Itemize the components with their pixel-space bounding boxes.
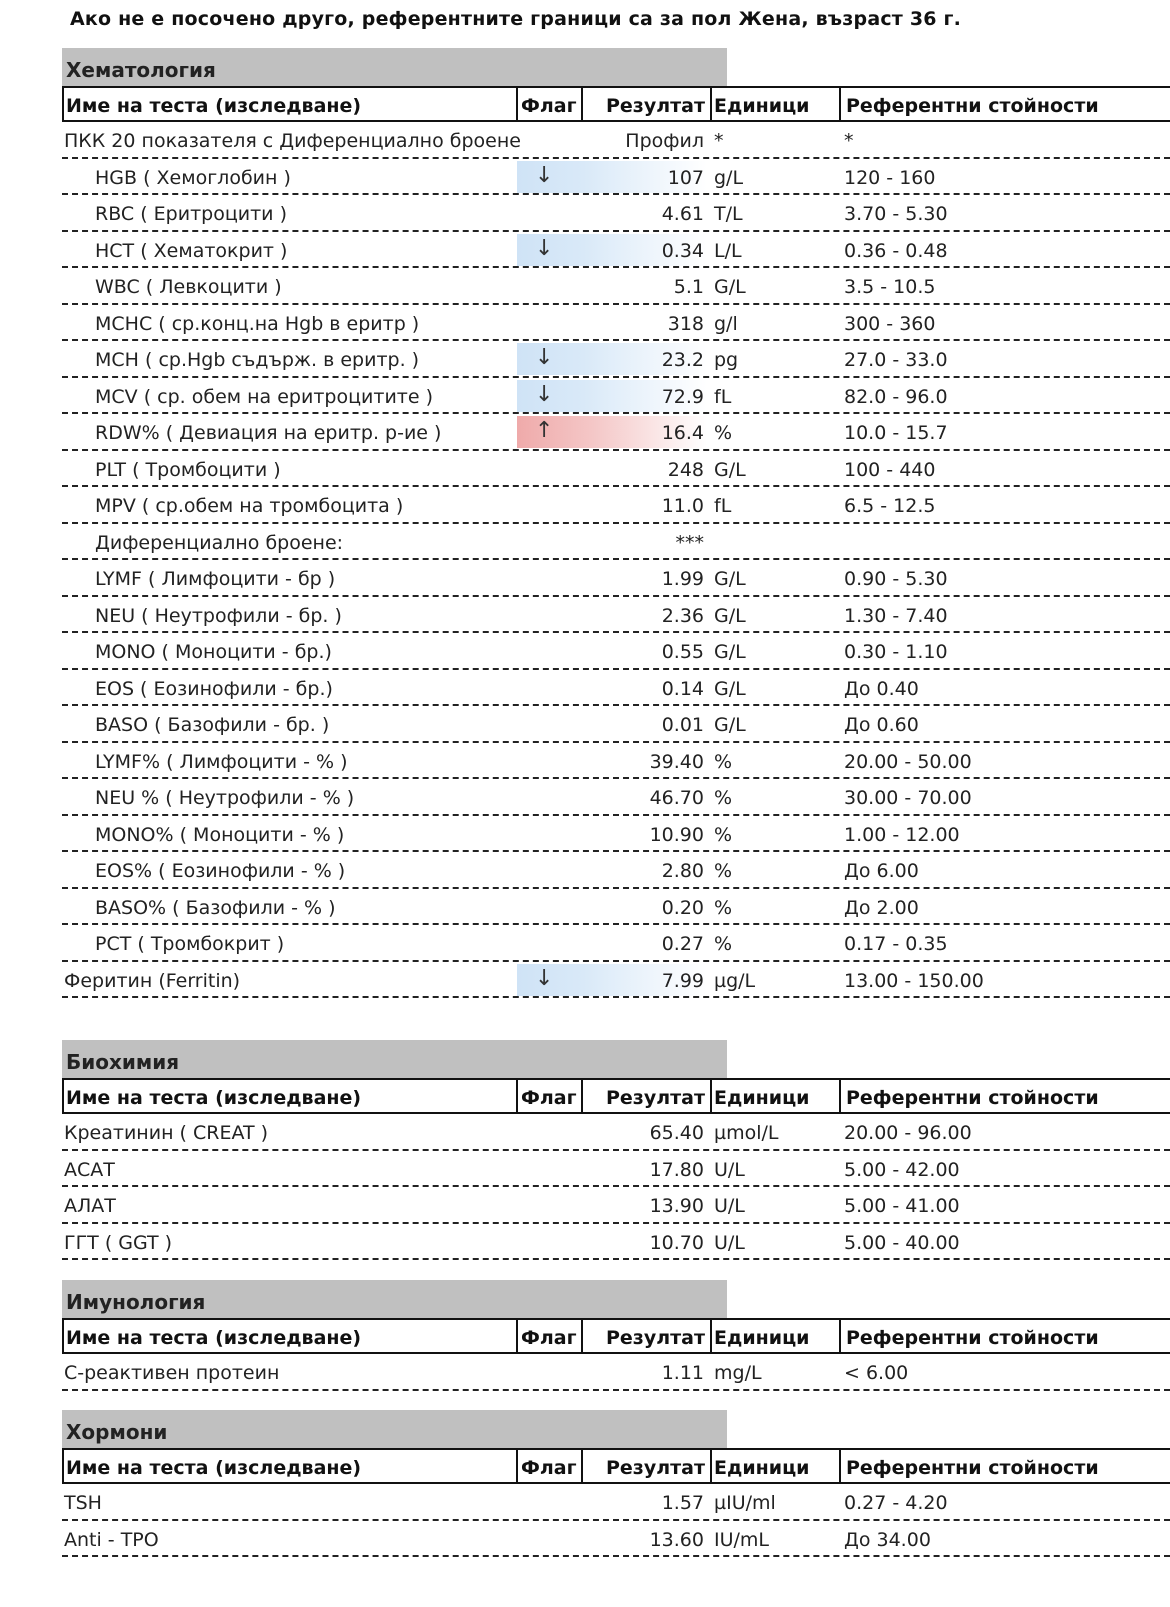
test-name: BASO% ( Базофили - % ) (95, 896, 336, 919)
arrow-down-icon: ↓ (535, 965, 554, 991)
result-cell (582, 743, 704, 778)
test-name: MCHC ( ср.конц.на Hgb в еритр ) (95, 312, 420, 335)
section-3 (62, 1410, 1170, 1557)
test-name: HGB ( Хемоглобин ) (95, 166, 291, 189)
header-result: Резултат (606, 1087, 705, 1109)
header-units: Единици (714, 1327, 810, 1349)
header-divider (710, 1320, 712, 1352)
header-units: Единици (714, 95, 810, 117)
table-row (62, 1151, 1170, 1188)
table-row (62, 1354, 1170, 1391)
header-flag: Флаг (521, 95, 577, 117)
table-row (62, 1224, 1170, 1261)
test-unit: G/L (714, 458, 746, 481)
header-divider (581, 1320, 583, 1352)
result-cell (582, 414, 704, 449)
test-unit: % (714, 750, 733, 773)
test-unit: U/L (714, 1231, 745, 1254)
section-title: Хематология (62, 48, 727, 86)
table-row (62, 451, 1170, 488)
test-reference: 1.30 - 7.40 (844, 604, 948, 627)
header-divider (516, 1080, 518, 1112)
test-name: MONO% ( Моноцити - % ) (95, 823, 345, 846)
test-reference: 20.00 - 50.00 (844, 750, 972, 773)
test-name: Феритин (Ferritin) (64, 969, 241, 992)
table-row (62, 122, 1170, 159)
result-cell (582, 232, 704, 267)
table-row (62, 378, 1170, 415)
test-result: 10.70 (649, 1231, 704, 1254)
header-divider (710, 1080, 712, 1112)
test-result: 0.20 (661, 896, 704, 919)
section-2 (62, 1280, 1170, 1391)
table-row (62, 524, 1170, 561)
test-name: LYMF% ( Лимфоцити - % ) (95, 750, 348, 773)
table-row (62, 159, 1170, 196)
test-reference: 0.17 - 0.35 (844, 933, 948, 955)
test-name: Anti - TPO (64, 1528, 159, 1551)
header-divider (581, 1450, 583, 1482)
test-unit: pg (714, 349, 739, 371)
test-unit: U/L (714, 1195, 745, 1217)
arrow-down-icon: ↓ (535, 345, 554, 370)
test-unit: g/L (714, 166, 744, 189)
header-divider (839, 1450, 841, 1482)
test-reference: 300 - 360 (844, 312, 936, 335)
test-result: 39.40 (649, 750, 704, 773)
test-reference: 0.90 - 5.30 (844, 568, 948, 590)
test-name: MCH ( ср.Hgb съдърж. в еритр. ) (95, 349, 420, 371)
arrow-down-icon: ↓ (535, 162, 554, 188)
test-reference: 0.30 - 1.10 (844, 641, 948, 663)
table-row (62, 268, 1170, 305)
header-flag: Флаг (521, 1327, 577, 1349)
test-result: 72.9 (661, 385, 704, 408)
table-row (62, 1484, 1170, 1521)
result-cell (582, 451, 704, 486)
header-divider (516, 1450, 518, 1482)
table-row (62, 925, 1170, 962)
table-row (62, 487, 1170, 524)
test-result: 2.80 (661, 860, 704, 882)
table-row (62, 1114, 1170, 1151)
result-cell (582, 597, 704, 632)
test-result: 2.36 (661, 604, 704, 627)
section-1 (62, 1040, 1170, 1260)
table-row (62, 1187, 1170, 1224)
test-reference: 27.0 - 33.0 (844, 349, 948, 371)
test-result: 0.34 (661, 239, 704, 262)
header-name: Име на теста (изследване) (66, 1457, 362, 1479)
test-reference: 1.00 - 12.00 (844, 823, 960, 846)
test-unit: % (714, 823, 733, 846)
table-row (62, 816, 1170, 853)
table-row (62, 305, 1170, 342)
result-cell (582, 779, 704, 814)
result-cell (582, 1187, 704, 1222)
table-row (62, 889, 1170, 926)
test-reference: До 2.00 (844, 896, 919, 919)
test-unit: G/L (714, 604, 746, 627)
test-reference: До 0.40 (844, 677, 919, 700)
table-row (62, 341, 1170, 378)
test-name: PCT ( Тромбокрит ) (95, 933, 285, 955)
result-cell (582, 378, 704, 413)
table-row (62, 597, 1170, 634)
test-unit: µmol/L (714, 1122, 779, 1144)
result-cell (582, 1484, 704, 1519)
test-result: 7.99 (661, 969, 704, 992)
test-unit: % (714, 896, 733, 919)
table-header (62, 1448, 1170, 1484)
result-cell (582, 670, 704, 705)
result-cell (582, 487, 704, 522)
test-name: EOS ( Еозинофили - бр.) (95, 677, 333, 700)
table-row (62, 743, 1170, 780)
test-unit: % (714, 787, 733, 809)
result-cell (582, 816, 704, 851)
result-cell (582, 925, 704, 960)
test-result: 0.55 (661, 641, 704, 663)
test-reference: 20.00 - 96.00 (844, 1122, 972, 1144)
result-cell (582, 560, 704, 595)
header-ref: Референтни стойности (846, 1087, 1099, 1109)
test-reference: 0.36 - 0.48 (844, 239, 948, 262)
test-name: ГГТ ( GGT ) (64, 1231, 173, 1254)
arrow-up-icon: ↑ (535, 418, 554, 443)
test-reference: 5.00 - 41.00 (844, 1195, 960, 1217)
test-unit: G/L (714, 641, 746, 663)
result-cell (582, 524, 704, 559)
result-cell (582, 962, 704, 997)
table-row (62, 852, 1170, 889)
header-divider (516, 88, 518, 120)
table-row (62, 414, 1170, 451)
test-name: NEU % ( Неутрофили - % ) (95, 787, 355, 809)
table-row (62, 195, 1170, 232)
header-ref: Референтни стойности (846, 95, 1099, 117)
test-unit: IU/mL (714, 1528, 770, 1551)
test-result: 13.60 (649, 1528, 704, 1551)
header-flag: Флаг (521, 1457, 577, 1479)
test-result: 248 (667, 458, 704, 481)
test-reference: 0.27 - 4.20 (844, 1492, 948, 1514)
test-name: RBC ( Еритроцити ) (95, 203, 287, 225)
test-unit: G/L (714, 714, 746, 736)
result-cell (582, 122, 704, 157)
test-unit: µg/L (714, 969, 756, 992)
test-name: TSH (64, 1492, 102, 1514)
result-cell (582, 633, 704, 668)
test-result: *** (675, 531, 704, 554)
header-divider (710, 88, 712, 120)
test-unit: % (714, 422, 733, 444)
result-cell (582, 1224, 704, 1259)
header-result: Резултат (606, 1457, 705, 1479)
test-name: NEU ( Неутрофили - бр. ) (95, 604, 342, 627)
test-name: RDW% ( Девиация на еритр. р-ие ) (95, 422, 442, 444)
test-unit: * (714, 130, 724, 152)
table-row (62, 706, 1170, 743)
test-unit: % (714, 933, 733, 955)
test-reference: * (844, 130, 854, 152)
test-name: ПКК 20 показателя с Диференциално броене (64, 130, 521, 152)
test-name: EOS% ( Еозинофили - % ) (95, 860, 346, 882)
test-unit: g/l (714, 312, 738, 335)
test-reference: До 6.00 (844, 860, 919, 882)
header-ref: Референтни стойности (846, 1457, 1099, 1479)
header-units: Единици (714, 1087, 810, 1109)
test-result: 107 (667, 166, 704, 189)
arrow-down-icon: ↓ (535, 235, 554, 261)
test-unit: G/L (714, 276, 746, 298)
test-result: 16.4 (661, 422, 704, 444)
section-title: Хормони (62, 1410, 727, 1448)
header-divider (581, 1080, 583, 1112)
result-cell (582, 268, 704, 303)
test-reference: < 6.00 (844, 1362, 909, 1384)
test-reference: 30.00 - 70.00 (844, 787, 972, 809)
table-row (62, 670, 1170, 707)
result-cell (582, 195, 704, 230)
test-name: MCV ( ср. обем на еритроцитите ) (95, 385, 434, 408)
test-result: 46.70 (649, 787, 704, 809)
header-result: Резултат (606, 1327, 705, 1349)
test-result: Профил (625, 130, 704, 152)
section-0 (62, 48, 1170, 998)
result-cell (582, 159, 704, 194)
test-result: 1.57 (661, 1492, 704, 1514)
test-unit: fL (714, 385, 732, 408)
result-cell (582, 852, 704, 887)
result-cell (582, 706, 704, 741)
header-name: Име на теста (изследване) (66, 95, 362, 117)
test-name: LYMF ( Лимфоцити - бр ) (95, 568, 336, 590)
table-row (62, 962, 1170, 999)
test-result: 11.0 (661, 495, 704, 517)
section-title: Биохимия (62, 1040, 727, 1078)
result-cell (582, 1354, 704, 1389)
header-name: Име на теста (изследване) (66, 1087, 362, 1109)
test-result: 10.90 (649, 823, 704, 846)
header-ref: Референтни стойности (846, 1327, 1099, 1349)
test-name: АЛАТ (64, 1195, 116, 1217)
table-row (62, 1521, 1170, 1558)
test-reference: 5.00 - 42.00 (844, 1158, 960, 1181)
table-row (62, 560, 1170, 597)
header-divider (839, 88, 841, 120)
header-divider (516, 1320, 518, 1352)
test-name: Диференциално броене: (95, 531, 344, 554)
test-reference: 10.0 - 15.7 (844, 422, 948, 444)
test-reference: 13.00 - 150.00 (844, 969, 984, 992)
result-cell (582, 305, 704, 340)
test-name: MONO ( Моноцити - бр.) (95, 641, 332, 663)
test-result: 0.27 (661, 933, 704, 955)
result-cell (582, 889, 704, 924)
header-result: Резултат (606, 95, 705, 117)
test-result: 318 (667, 312, 704, 335)
test-unit: % (714, 860, 733, 882)
test-reference: 5.00 - 40.00 (844, 1231, 960, 1254)
header-divider (581, 88, 583, 120)
section-title: Имунология (62, 1280, 727, 1318)
test-reference: 3.70 - 5.30 (844, 203, 948, 225)
test-result: 65.40 (649, 1122, 704, 1144)
header-divider (710, 1450, 712, 1482)
header-flag: Флаг (521, 1087, 577, 1109)
test-name: PLT ( Тромбоцити ) (95, 458, 281, 481)
result-cell (582, 341, 704, 376)
header-name: Име на теста (изследване) (66, 1327, 362, 1349)
test-unit: G/L (714, 568, 746, 590)
test-name: АСАТ (64, 1158, 115, 1181)
test-result: 4.61 (661, 203, 704, 225)
test-unit: U/L (714, 1158, 745, 1181)
test-result: 1.99 (661, 568, 704, 590)
table-header (62, 1078, 1170, 1114)
test-reference: 3.5 - 10.5 (844, 276, 936, 298)
result-cell (582, 1114, 704, 1149)
test-name: С-реактивен протеин (64, 1362, 280, 1384)
test-reference: 100 - 440 (844, 458, 936, 481)
test-unit: T/L (714, 203, 743, 225)
test-unit: G/L (714, 677, 746, 700)
test-name: HCT ( Хематокрит ) (95, 239, 288, 262)
arrow-down-icon: ↓ (535, 381, 554, 407)
test-result: 13.90 (649, 1195, 704, 1217)
test-unit: µIU/ml (714, 1492, 776, 1514)
test-unit: mg/L (714, 1362, 762, 1384)
test-unit: L/L (714, 239, 742, 262)
test-reference: До 34.00 (844, 1528, 931, 1551)
test-result: 17.80 (649, 1158, 704, 1181)
test-reference: 82.0 - 96.0 (844, 385, 948, 408)
test-reference: До 0.60 (844, 714, 919, 736)
test-result: 1.11 (661, 1362, 704, 1384)
test-name: WBC ( Левкоцити ) (95, 276, 282, 298)
header-divider (839, 1320, 841, 1352)
table-header (62, 86, 1170, 122)
header-units: Единици (714, 1457, 810, 1479)
reference-note: Ако не е посочено друго, референтните граници са за пол Жена, възраст 36 г. (70, 8, 962, 30)
test-result: 23.2 (661, 349, 704, 371)
test-name: Креатинин ( CREAT ) (64, 1122, 269, 1144)
test-name: BASO ( Базофили - бр. ) (95, 714, 330, 736)
header-divider (839, 1080, 841, 1112)
test-result: 5.1 (673, 276, 704, 298)
table-row (62, 779, 1170, 816)
test-reference: 6.5 - 12.5 (844, 495, 936, 517)
test-unit: fL (714, 495, 732, 517)
result-cell (582, 1521, 704, 1556)
test-name: MPV ( ср.обем на тромбоцита ) (95, 495, 404, 517)
test-result: 0.14 (661, 677, 704, 700)
test-result: 0.01 (661, 714, 704, 736)
result-cell (582, 1151, 704, 1186)
table-row (62, 232, 1170, 269)
table-row (62, 633, 1170, 670)
table-header (62, 1318, 1170, 1354)
test-reference: 120 - 160 (844, 166, 936, 189)
